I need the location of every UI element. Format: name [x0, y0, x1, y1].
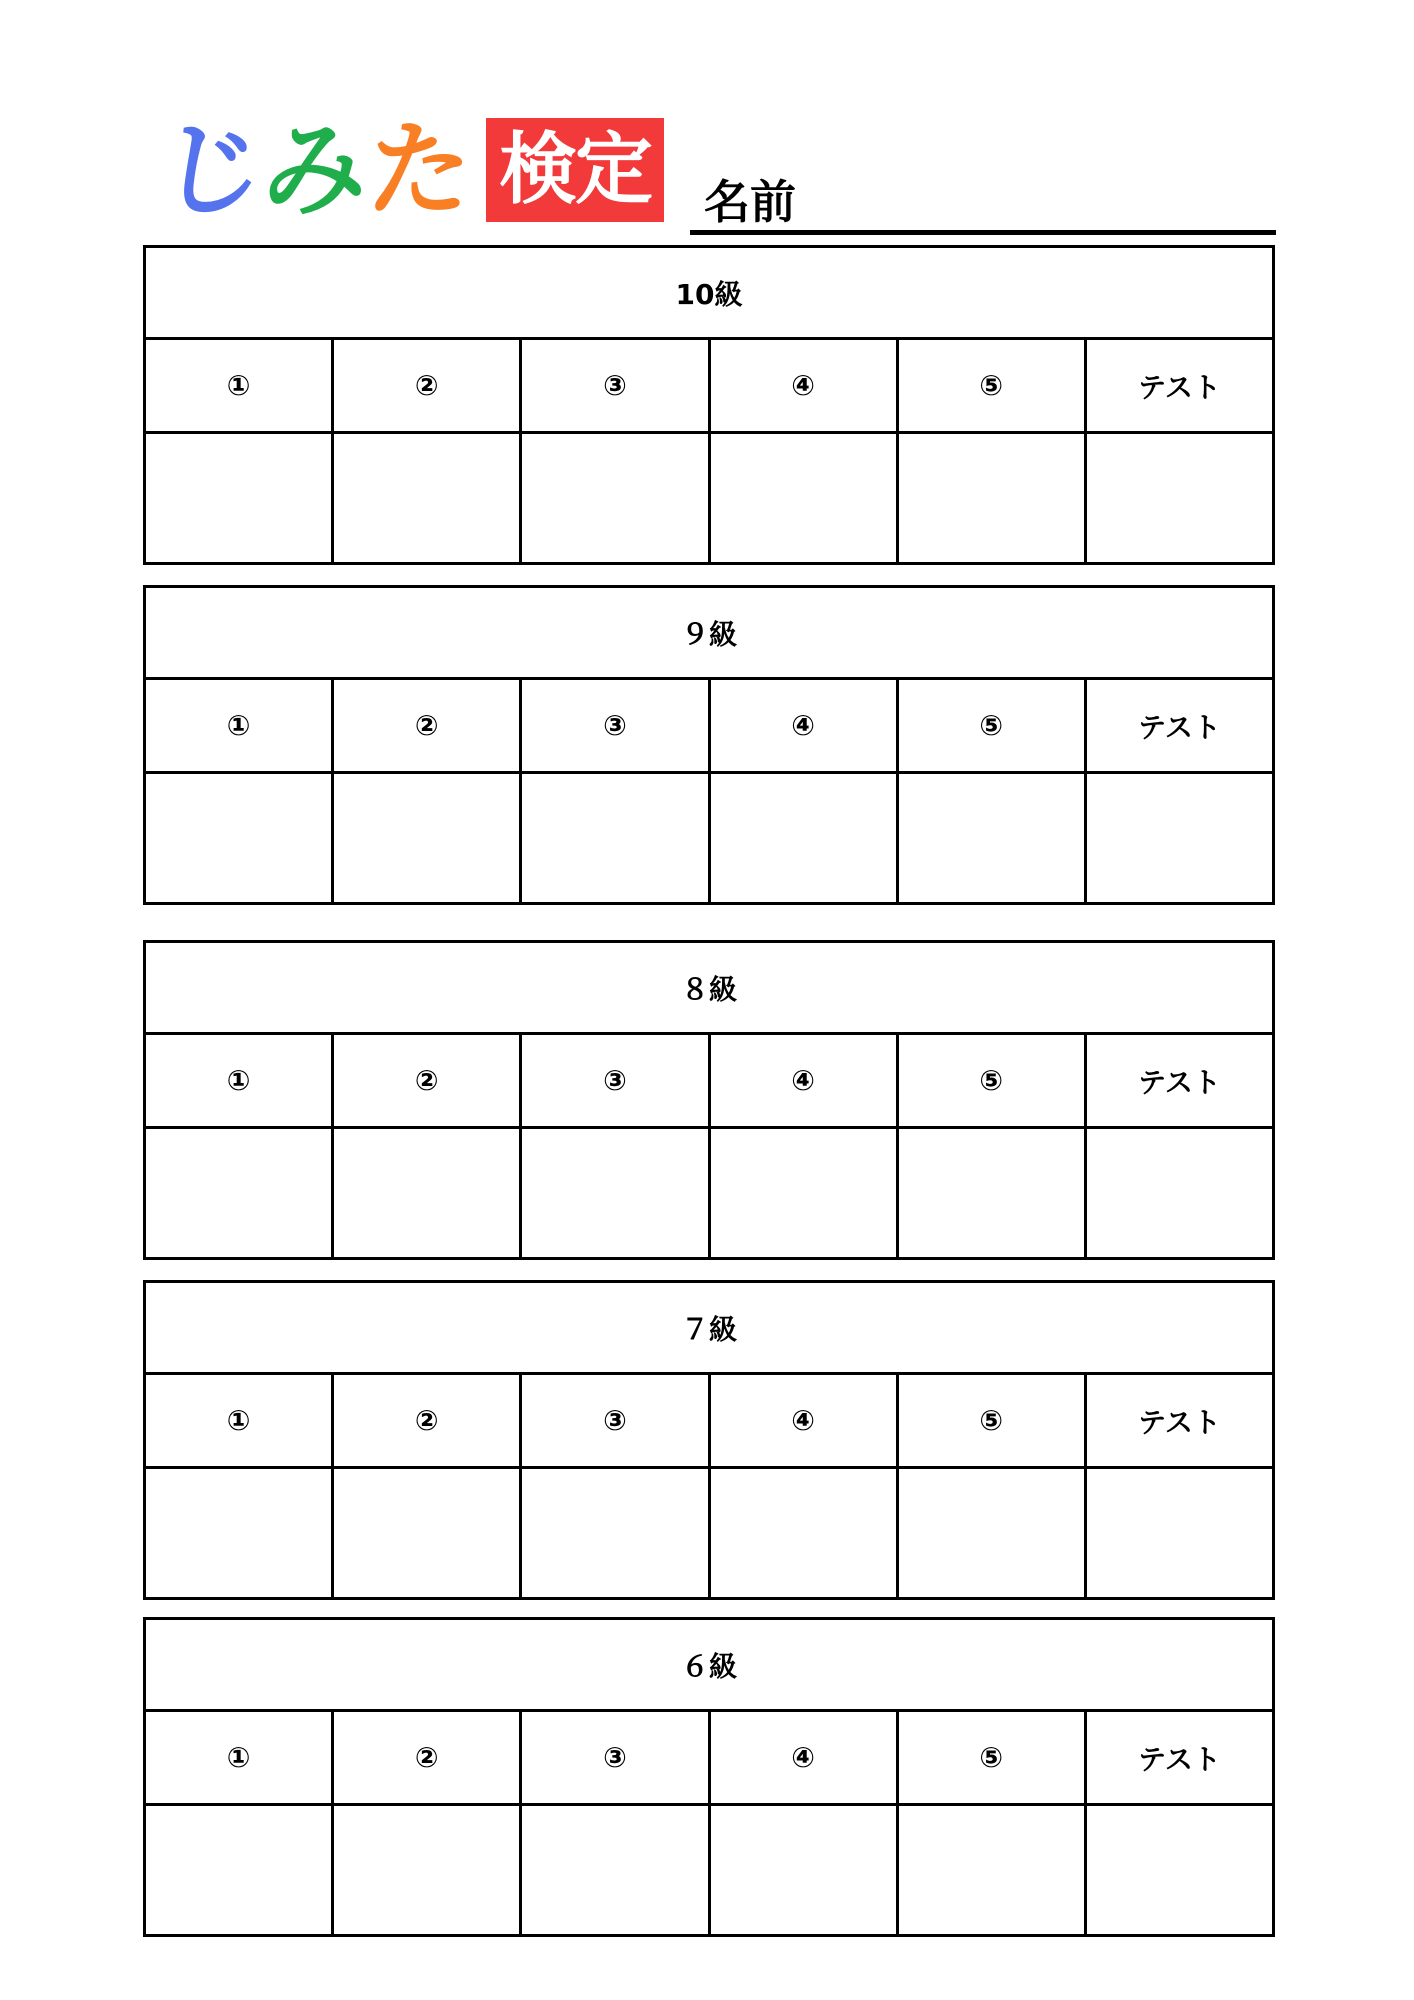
answer-cell[interactable] [1087, 434, 1272, 562]
level-title: ７級 [146, 1283, 1272, 1375]
column-header: テスト [1138, 710, 1221, 744]
level-title: ９級 [146, 588, 1272, 680]
column-header-row [146, 1375, 1272, 1469]
column-header: ④ [711, 1035, 899, 1126]
answer-cell[interactable] [899, 1129, 1087, 1257]
answer-cell[interactable] [146, 1806, 334, 1934]
column-header: ③ [522, 1035, 710, 1126]
answer-cell[interactable] [334, 1806, 522, 1934]
column-header: ① [146, 340, 334, 431]
answer-row [146, 1469, 1272, 1597]
answer-cell[interactable] [146, 774, 334, 902]
answer-cell[interactable] [146, 1469, 334, 1597]
column-header: ④ [711, 340, 899, 431]
answer-cell[interactable] [711, 774, 899, 902]
answer-cell[interactable] [711, 1469, 899, 1597]
column-header: ② [334, 1035, 522, 1126]
column-header: ① [146, 1035, 334, 1126]
answer-cell[interactable] [522, 1806, 710, 1934]
level-title: ６級 [146, 1620, 1272, 1712]
answer-cell[interactable] [711, 434, 899, 562]
column-header: ③ [522, 1375, 710, 1466]
answer-cell[interactable] [1087, 1129, 1272, 1257]
answer-cell[interactable] [1087, 774, 1272, 902]
answer-cell[interactable] [334, 1129, 522, 1257]
column-header-row [146, 680, 1272, 774]
name-label: 名前 [704, 175, 796, 229]
answer-cell[interactable] [899, 774, 1087, 902]
column-header-row [146, 1035, 1272, 1129]
column-header: ① [146, 1712, 334, 1803]
column-header: ② [334, 1375, 522, 1466]
column-header: ④ [711, 680, 899, 771]
level-table [143, 585, 1275, 905]
logo-badge: 検定 [486, 118, 664, 222]
column-header-row [146, 340, 1272, 434]
answer-cell[interactable] [711, 1806, 899, 1934]
column-header: ④ [711, 1712, 899, 1803]
level-table [143, 245, 1275, 565]
answer-cell[interactable] [1087, 1469, 1272, 1597]
answer-row [146, 434, 1272, 562]
logo [153, 109, 664, 231]
answer-row [146, 1129, 1272, 1257]
logo-char-ji: じ [153, 109, 271, 231]
column-header: ③ [522, 680, 710, 771]
answer-cell[interactable] [522, 774, 710, 902]
column-header: ① [146, 1375, 334, 1466]
column-header: ② [334, 1712, 522, 1803]
logo-char-mi: み [257, 109, 375, 231]
column-header: ④ [711, 1375, 899, 1466]
answer-cell[interactable] [522, 1129, 710, 1257]
level-table [143, 1617, 1275, 1937]
column-header: ⑤ [899, 1712, 1087, 1803]
level-title: 10級 [146, 248, 1272, 340]
answer-cell[interactable] [334, 774, 522, 902]
answer-cell[interactable] [522, 434, 710, 562]
answer-cell[interactable] [711, 1129, 899, 1257]
answer-cell[interactable] [334, 1469, 522, 1597]
level-title: ８級 [146, 943, 1272, 1035]
column-header: テスト [1138, 1742, 1221, 1776]
answer-row [146, 1806, 1272, 1934]
answer-cell[interactable] [146, 1129, 334, 1257]
column-header: ③ [522, 1712, 710, 1803]
column-header: テスト [1138, 1065, 1221, 1099]
column-header: テスト [1138, 1405, 1221, 1439]
column-header: テスト [1138, 370, 1221, 404]
name-field[interactable] [690, 170, 1276, 235]
level-table [143, 940, 1275, 1260]
answer-cell[interactable] [334, 434, 522, 562]
column-header: ⑤ [899, 1375, 1087, 1466]
column-header: ② [334, 680, 522, 771]
answer-row [146, 774, 1272, 902]
column-header: ② [334, 340, 522, 431]
answer-cell[interactable] [899, 1806, 1087, 1934]
level-table [143, 1280, 1275, 1600]
answer-cell[interactable] [146, 434, 334, 562]
column-header: ① [146, 680, 334, 771]
column-header: ⑤ [899, 680, 1087, 771]
column-header: ⑤ [899, 340, 1087, 431]
answer-cell[interactable] [1087, 1806, 1272, 1934]
answer-cell[interactable] [899, 434, 1087, 562]
answer-cell[interactable] [899, 1469, 1087, 1597]
column-header: ⑤ [899, 1035, 1087, 1126]
column-header: ③ [522, 340, 710, 431]
logo-char-ta: た [361, 109, 479, 231]
column-header-row [146, 1712, 1272, 1806]
answer-cell[interactable] [522, 1469, 710, 1597]
